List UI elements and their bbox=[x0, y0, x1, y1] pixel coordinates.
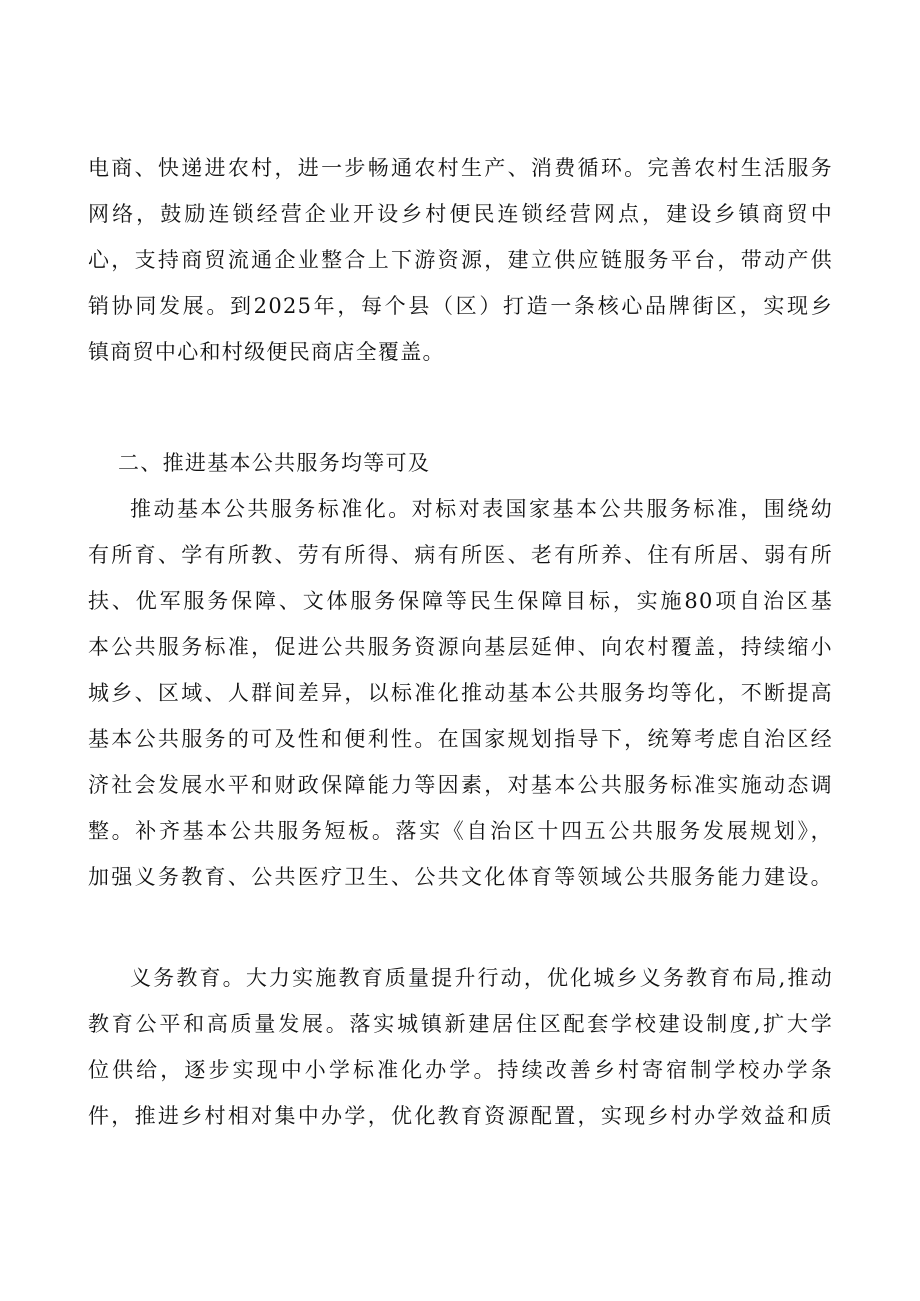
text-line: 有所育、学有所教、劳有所得、病有所医、老有所养、住有所居、弱有所 bbox=[88, 543, 833, 567]
text-line: 推动基本公共服务标准化。对标对表国家基本公共服务标准，围绕幼 bbox=[130, 497, 833, 521]
section-heading: 二、推进基本公共服务均等可及 bbox=[118, 451, 431, 475]
text-line: 位供给，逐步实现中小学标准化办学。持续改善乡村寄宿制学校办学条 bbox=[88, 1058, 833, 1082]
text-line: 济社会发展水平和财政保障能力等因素，对基本公共服务标准实施动态调 bbox=[88, 773, 833, 797]
text-line: 教育公平和高质量发展。落实城镇新建居住区配套学校建设制度,扩大学 bbox=[88, 1012, 833, 1036]
text-line: 本公共服务标准，促进公共服务资源向基层延伸、向农村覆盖，持续缩小 bbox=[88, 635, 833, 659]
text-line: 销协同发展。到2025年，每个县（区）打造一条核心品牌街区，实现乡 bbox=[88, 294, 833, 318]
paragraph-compulsory-education bbox=[88, 955, 833, 1139]
text-line: 网络，鼓励连锁经营企业开设乡村便民连锁经营网点，建设乡镇商贸中 bbox=[88, 202, 833, 226]
text-line: 电商、快递进农村，进一步畅通农村生产、消费循环。完善农村生活服务 bbox=[88, 156, 833, 180]
text-line: 心，支持商贸流通企业整合上下游资源，建立供应链服务平台，带动产供 bbox=[88, 248, 833, 272]
text-line: 整。补齐基本公共服务短板。落实《自治区十四五公共服务发展规划》， bbox=[88, 819, 833, 843]
paragraph-public-service-standardization bbox=[88, 486, 833, 900]
text-line: 加强义务教育、公共医疗卫生、公共文化体育等领域公共服务能力建设。 bbox=[88, 865, 833, 889]
text-line: 镇商贸中心和村级便民商店全覆盖。 bbox=[88, 340, 445, 364]
text-line: 城乡、区域、人群间差异，以标准化推动基本公共服务均等化，不断提高 bbox=[88, 681, 833, 705]
text-line: 件，推进乡村相对集中办学，优化教育资源配置，实现乡村办学效益和质 bbox=[88, 1104, 833, 1128]
paragraph-rural-commerce bbox=[88, 145, 833, 375]
text-line: 扶、优军服务保障、文体服务保障等民生保障目标，实施80项自治区基 bbox=[88, 589, 833, 613]
text-line: 义务教育。大力实施教育质量提升行动，优化城乡义务教育布局,推动 bbox=[130, 966, 833, 990]
text-line: 基本公共服务的可及性和便利性。在国家规划指导下，统筹考虑自治区经 bbox=[88, 727, 833, 751]
